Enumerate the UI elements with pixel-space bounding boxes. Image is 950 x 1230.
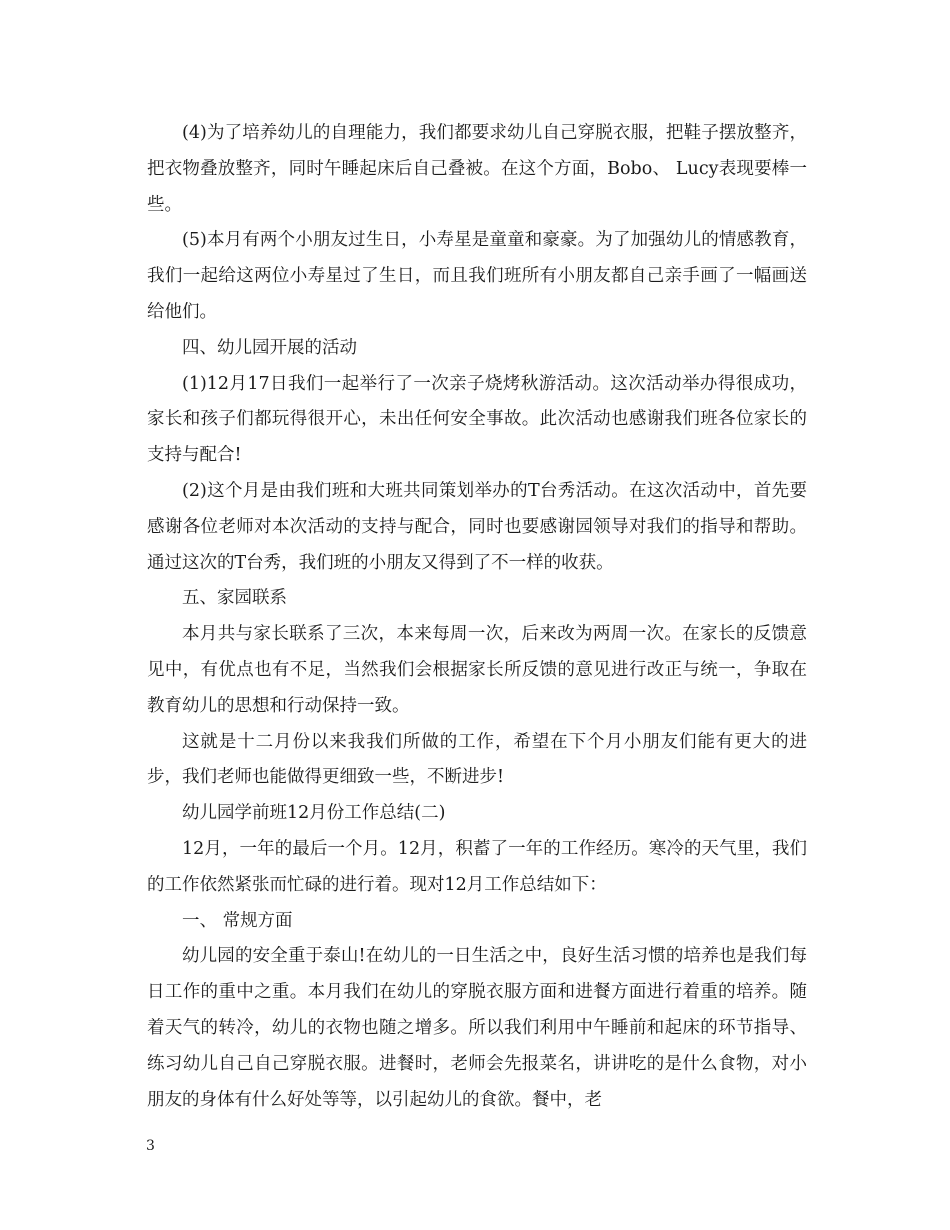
section-heading-home-school: 五、家园联系 [182,588,287,609]
paragraph-self-care: (4)为了培养幼儿的自理能力，我们都要求幼儿自己穿脱衣服，把鞋子摆放整齐，把衣物叠放整齐，同时午睡起床后自己叠被。在这个方面，Bobo、 Lucy表现要棒一些。 [147,123,807,215]
section-heading-routine: 一、 常规方面 [182,910,293,931]
page-number: 3 [146,1138,155,1154]
section-heading-activities: 四、幼儿园开展的活动 [182,337,357,358]
paragraph-bbq-outing: (1)12月17日我们一起举行了一次亲子烧烤秋游活动。这次活动举办得很成功，家长和孩子们都玩得很开心，未出任何安全事故。此次活动也感谢我们班各位家长的支持与配合! [147,373,807,466]
paragraph-parent-contact: 本月共与家长联系了三次，本来每周一次，后来改为两周一次。在家长的反馈意见中，有优点也有不足，当然我们会根据家长所反馈的意见进行改正与统一，争取在教育幼儿的思想和行动保持一致。 [147,624,807,716]
paragraph-birthdays: (5)本月有两个小朋友过生日，小寿星是童童和豪豪。为了加强幼儿的情感教育，我们一起给这两位小寿星过了生日，而且我们班所有小朋友都自己亲手画了一幅画送给他们。 [147,230,807,322]
document-subtitle: 幼儿园学前班12月份工作总结(二) [182,803,446,824]
document-body [147,116,807,1118]
paragraph-t-stage-show: (2)这个月是由我们班和大班共同策划举办的T台秀活动。在这次活动中，首先要感谢各位老师对本次活动的支持与配合，同时也要感谢园领导对我们的指导和帮助。通过这次的T台秀，我们班的小朋友又得到了不一样的收获。 [147,480,807,573]
paragraph-december-intro: 12月，一年的最后一个月。12月，积蓄了一年的工作经历。寒冷的天气里，我们的工作依然紧张而忙碌的进行着。现对12月工作总结如下： [147,838,807,895]
paragraph-safety-habits: 幼儿园的安全重于泰山!在幼儿的一日生活之中，良好生活习惯的培养也是我们每日工作的重中之重。本月我们在幼儿的穿脱衣服方面和进餐方面进行着重的培养。随着天气的转冷，幼儿的衣物也随之增多。所以我们利用中午睡前和起床的环节指导、练习幼儿自己自己穿脱衣服。进餐时，老师会先报菜名，讲讲吃的是什么食物，对小朋友的身体有什么好处等等，以引起幼儿的食欲。餐中，老 [147,946,807,1110]
paragraph-closing: 这就是十二月份以来我我们所做的工作，希望在下个月小朋友们能有更大的进步，我们老师也能做得更细致一些，不断进步! [147,731,807,788]
